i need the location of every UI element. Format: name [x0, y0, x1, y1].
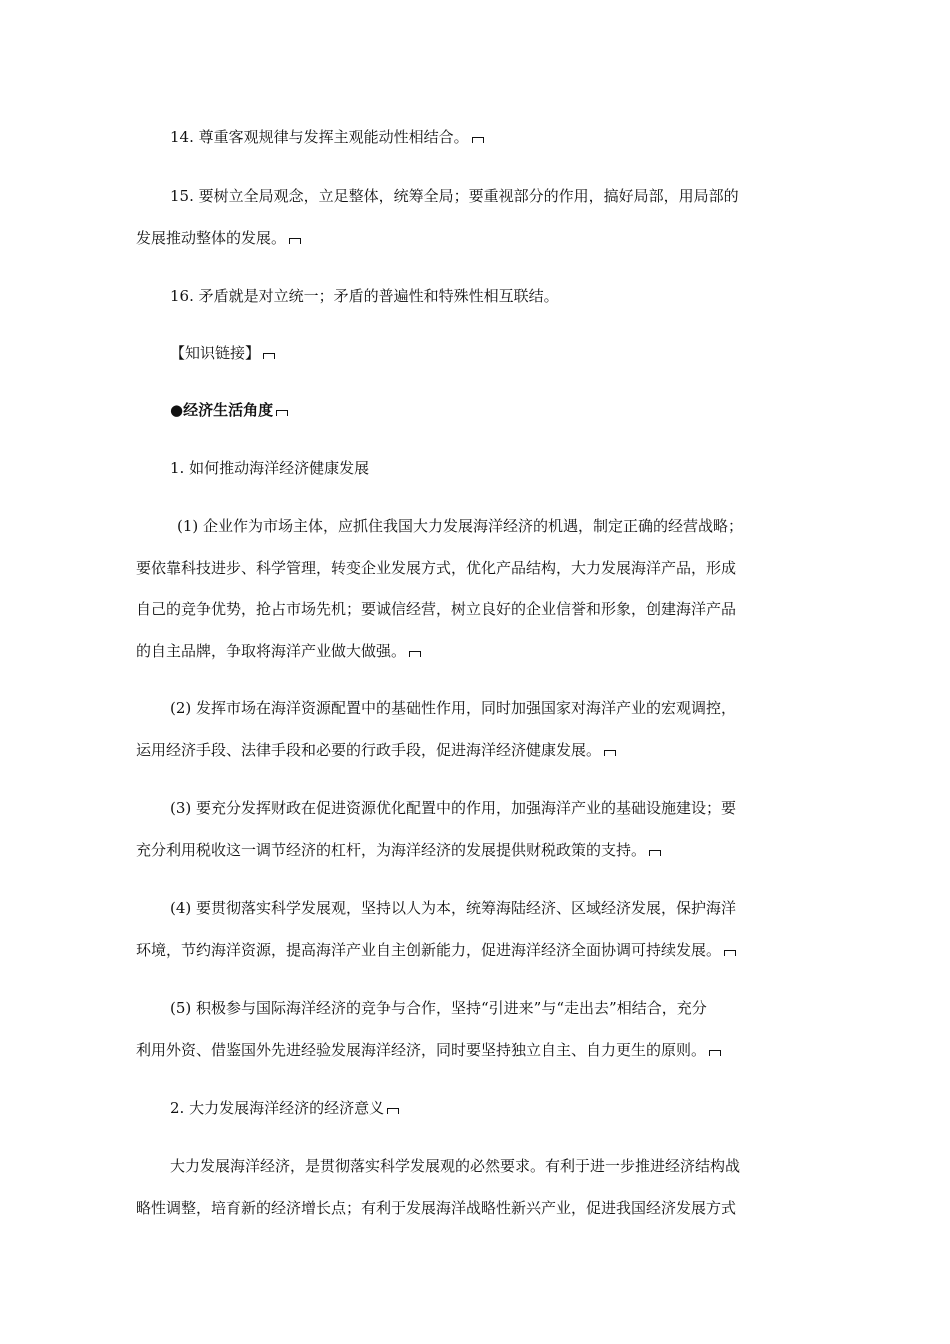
item-15-line-2: 发展推动整体的发展。: [136, 227, 301, 249]
section-heading: ●经济生活角度: [170, 399, 288, 421]
item-16: 16. 矛盾就是对立统一；矛盾的普遍性和特殊性相互联结。: [170, 287, 559, 305]
paragraph-mark-icon: [724, 950, 736, 956]
q1-p5-line-1: (5) 积极参与国际海洋经济的竞争与合作，坚持“引进来”与“走出去”相结合，充分: [170, 999, 707, 1017]
q1-p4-line-1: (4) 要贯彻落实科学发展观，坚持以人为本，统筹海陆经济、区域经济发展，保护海洋: [170, 899, 737, 917]
q1-p1-line-1: (1) 企业作为市场主体，应抓住我国大力发展海洋经济的机遇，制定正确的经营战略；: [177, 517, 744, 535]
paragraph-mark-icon: [276, 410, 288, 416]
knowledge-link-heading: 【知识链接】: [170, 342, 275, 364]
paragraph-mark-icon: [409, 651, 421, 657]
paragraph-mark-icon: [289, 238, 301, 244]
paragraph-mark-icon: [709, 1050, 721, 1056]
paragraph-mark-icon: [263, 353, 275, 359]
q1-p2-line-2: 运用经济手段、法律手段和必要的行政手段，促进海洋经济健康发展。: [136, 739, 616, 761]
q2-p1-line-2: 略性调整，培育新的经济增长点；有利于发展海洋战略性新兴产业，促进我国经济发展方式: [136, 1199, 737, 1217]
q1-p1-line-4: 的自主品牌，争取将海洋产业做大做强。: [136, 640, 421, 662]
q1-p2-line-1: (2) 发挥市场在海洋资源配置中的基础性作用，同时加强国家对海洋产业的宏观调控，: [170, 699, 737, 717]
paragraph-mark-icon: [649, 850, 661, 856]
q1-p3-line-1: (3) 要充分发挥财政在促进资源优化配置中的作用，加强海洋产业的基础设施建设；要: [170, 799, 737, 817]
question-1-title: 1. 如何推动海洋经济健康发展: [170, 459, 370, 477]
item-15-line-1: 15. 要树立全局观念，立足整体，统筹全局；要重视部分的作用，搞好局部，用局部的: [170, 187, 739, 205]
question-2-title: 2. 大力发展海洋经济的经济意义: [170, 1097, 399, 1119]
paragraph-mark-icon: [604, 750, 616, 756]
q1-p1-line-2: 要依靠科技进步、科学管理，转变企业发展方式，优化产品结构，大力发展海洋产品，形成: [136, 559, 737, 577]
q1-p5-line-2: 利用外资、借鉴国外先进经验发展海洋经济，同时要坚持独立自主、自力更生的原则。: [136, 1039, 721, 1061]
paragraph-mark-icon: [472, 137, 484, 143]
q2-p1-line-1: 大力发展海洋经济，是贯彻落实科学发展观的必然要求。有利于进一步推进经济结构战: [170, 1157, 741, 1175]
q1-p3-line-2: 充分利用税收这一调节经济的杠杆，为海洋经济的发展提供财税政策的支持。: [136, 839, 661, 861]
item-14: 14. 尊重客观规律与发挥主观能动性相结合。: [170, 126, 484, 148]
paragraph-mark-icon: [387, 1108, 399, 1114]
q1-p4-line-2: 环境，节约海洋资源，提高海洋产业自主创新能力，促进海洋经济全面协调可持续发展。: [136, 939, 736, 961]
q1-p1-line-3: 自己的竞争优势，抢占市场先机；要诚信经营，树立良好的企业信誉和形象，创建海洋产品: [136, 600, 737, 618]
